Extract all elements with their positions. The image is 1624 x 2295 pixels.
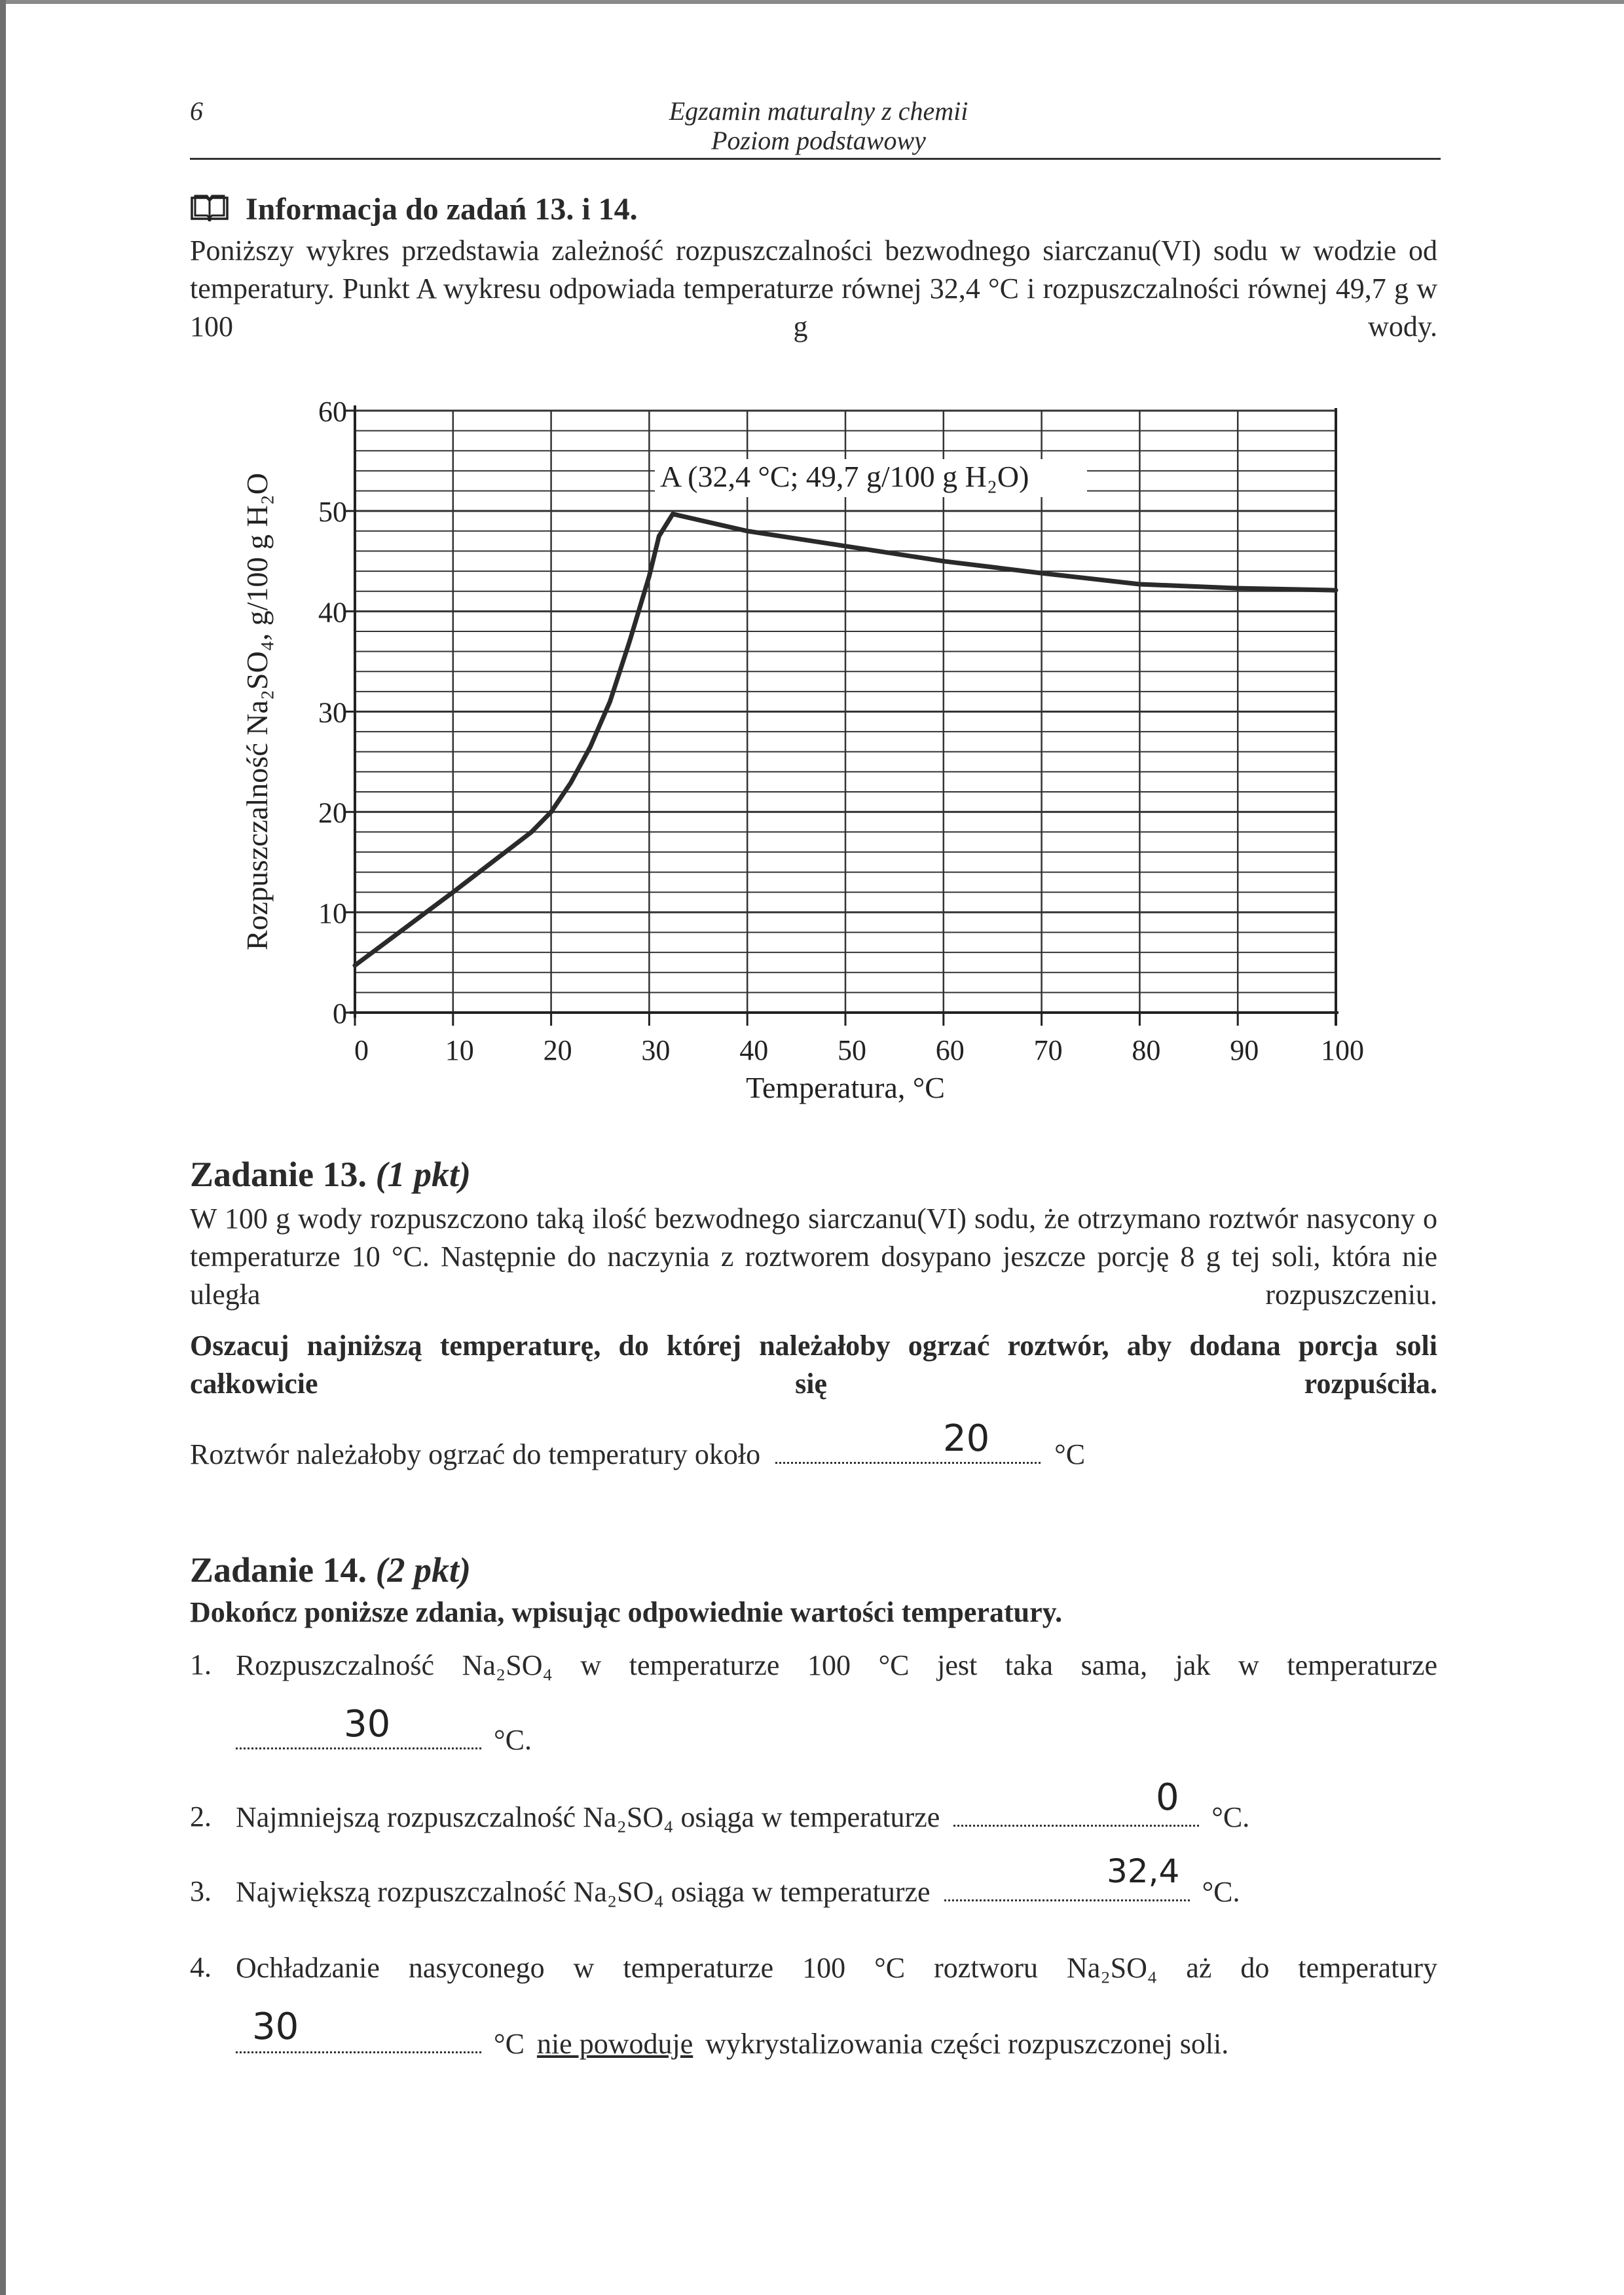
y-tick-label: 40 [318, 596, 347, 629]
x-tick-label: 30 [641, 1034, 671, 1066]
task14-title [190, 1552, 471, 1588]
point-a-annotation: A (32,4 °C; 49,7 g/100 g H₂O) [660, 460, 1029, 493]
task14-item-4-text: Ochładzanie nasyconego w temperaturze 100 °C roztworu Na₂SO₄ aż do temperatury [236, 1952, 1437, 1984]
task14-item-2-line [236, 1802, 1249, 1832]
task14-item-4-handwritten-answer: 30 [252, 2006, 299, 2048]
x-tick-label: 100 [1321, 1034, 1364, 1066]
info-paragraph: Poniższy wykres przedstawia zależność rozpuszczalności bezwodnego siarczanu(VI) sodu w wodzie od temperatury. Punkt A wykresu odpowiada temperaturze równej 32,4 °C i rozpuszczalności równej 49,7 g w 100 g wody. [190, 234, 1437, 343]
task14-item-3-line [236, 1877, 1240, 1907]
info-heading: Informacja do zadań 13. i 14. [246, 192, 638, 227]
solubility-chart [223, 380, 1401, 1113]
y-tick-label: 50 [318, 496, 347, 529]
x-axis-title: Temperatura, °C [746, 1071, 945, 1104]
task14-item-3-suffix: °C. [1202, 1876, 1240, 1908]
exam-level: Poziom podstawowy [711, 126, 926, 155]
task13-number: Zadanie 13. [190, 1155, 367, 1194]
task14-item-4-answer-line [236, 2029, 1228, 2059]
x-tick-label: 90 [1230, 1034, 1259, 1066]
x-tick-label: 0 [354, 1034, 369, 1066]
y-tick-label: 30 [318, 696, 347, 729]
x-tick-label: 10 [445, 1034, 474, 1066]
task14-points: (2 pkt) [375, 1550, 471, 1590]
x-tick-label: 60 [935, 1034, 965, 1066]
task14-item-3-text: Największą rozpuszczalność Na₂SO₄ osiąga w temperaturze [236, 1876, 931, 1908]
task14-number: Zadanie 14. [190, 1550, 367, 1590]
task13-description: W 100 g wody rozpuszczono taką ilość bezwodnego siarczanu(VI) sodu, że otrzymano roztwór nasycony o temperaturze 10 °C. Następnie do naczynia z roztworem dosypano jeszcze porcję 8 g tej soli, która nie uległa rozpuszczeniu. [190, 1203, 1437, 1311]
x-tick-label: 50 [838, 1034, 866, 1066]
book-icon [190, 194, 229, 225]
task14-item-2-number: 2. [190, 1801, 212, 1833]
page-number: 6 [190, 96, 203, 126]
task13-handwritten-answer: 20 [943, 1417, 990, 1460]
task14-instruction: Dokończ poniższe zdania, wpisując odpowiednie wartości temperatury. [190, 1596, 1063, 1628]
y-tick-label: 60 [318, 396, 347, 428]
task14-item-2-suffix: °C. [1211, 1801, 1250, 1833]
x-tick-label: 80 [1132, 1034, 1161, 1066]
y-tick-label: 0 [333, 998, 347, 1030]
exam-title: Egzamin maturalny z chemii [669, 96, 969, 126]
task14-item-4-number: 4. [190, 1951, 212, 1983]
task13-answer-field[interactable] [775, 1440, 1041, 1464]
scan-edge-top [0, 0, 1624, 4]
x-tick-label: 40 [739, 1034, 769, 1066]
task13-title [190, 1157, 471, 1192]
task14-item-1-suffix: °C. [494, 1724, 532, 1756]
task13-answer-prefix: Roztwór należałoby ogrzać do temperatury około [190, 1438, 761, 1470]
task14-item-3-number: 3. [190, 1875, 212, 1907]
task14-item-2-text: Najmniejszą rozpuszczalność Na₂SO₄ osiąga w temperaturze [236, 1801, 940, 1833]
x-tick-label: 20 [543, 1034, 572, 1066]
task14-item-1-handwritten-answer: 30 [344, 1703, 391, 1745]
task13-points: (1 pkt) [375, 1155, 471, 1194]
task14-item-4-rest: wykrystalizowania części rozpuszczonej soli. [705, 2028, 1229, 2060]
chart-grid [355, 411, 1336, 1013]
x-tick-label: 70 [1033, 1034, 1063, 1066]
task14-item-4-negation: nie powoduje [536, 2028, 693, 2060]
scan-edge-left [0, 0, 6, 2295]
y-tick-label: 20 [318, 796, 347, 829]
y-axis-title: Rozpuszczalność Na₂SO₄, g/100 g H₂O [240, 472, 274, 951]
task13-answer-unit: °C [1054, 1438, 1086, 1470]
task14-item-4-unit: °C [494, 2028, 525, 2060]
task14-item-3-handwritten-answer: 32,4 [1107, 1852, 1180, 1890]
header-rule [190, 158, 1441, 160]
task14-item-2-handwritten-answer: 0 [1156, 1776, 1179, 1819]
task14-item-1-text: Rozpuszczalność Na₂SO₄ w temperaturze 100 °C jest taka sama, jak w temperaturze [236, 1649, 1437, 1681]
y-tick-label: 10 [318, 897, 347, 929]
task13-instruction: Oszacuj najniższą temperaturę, do której należałoby ogrzać roztwór, aby dodana porcja soli całkowicie się rozpuściła. [190, 1330, 1437, 1400]
task14-item-1-number: 1. [190, 1649, 212, 1681]
